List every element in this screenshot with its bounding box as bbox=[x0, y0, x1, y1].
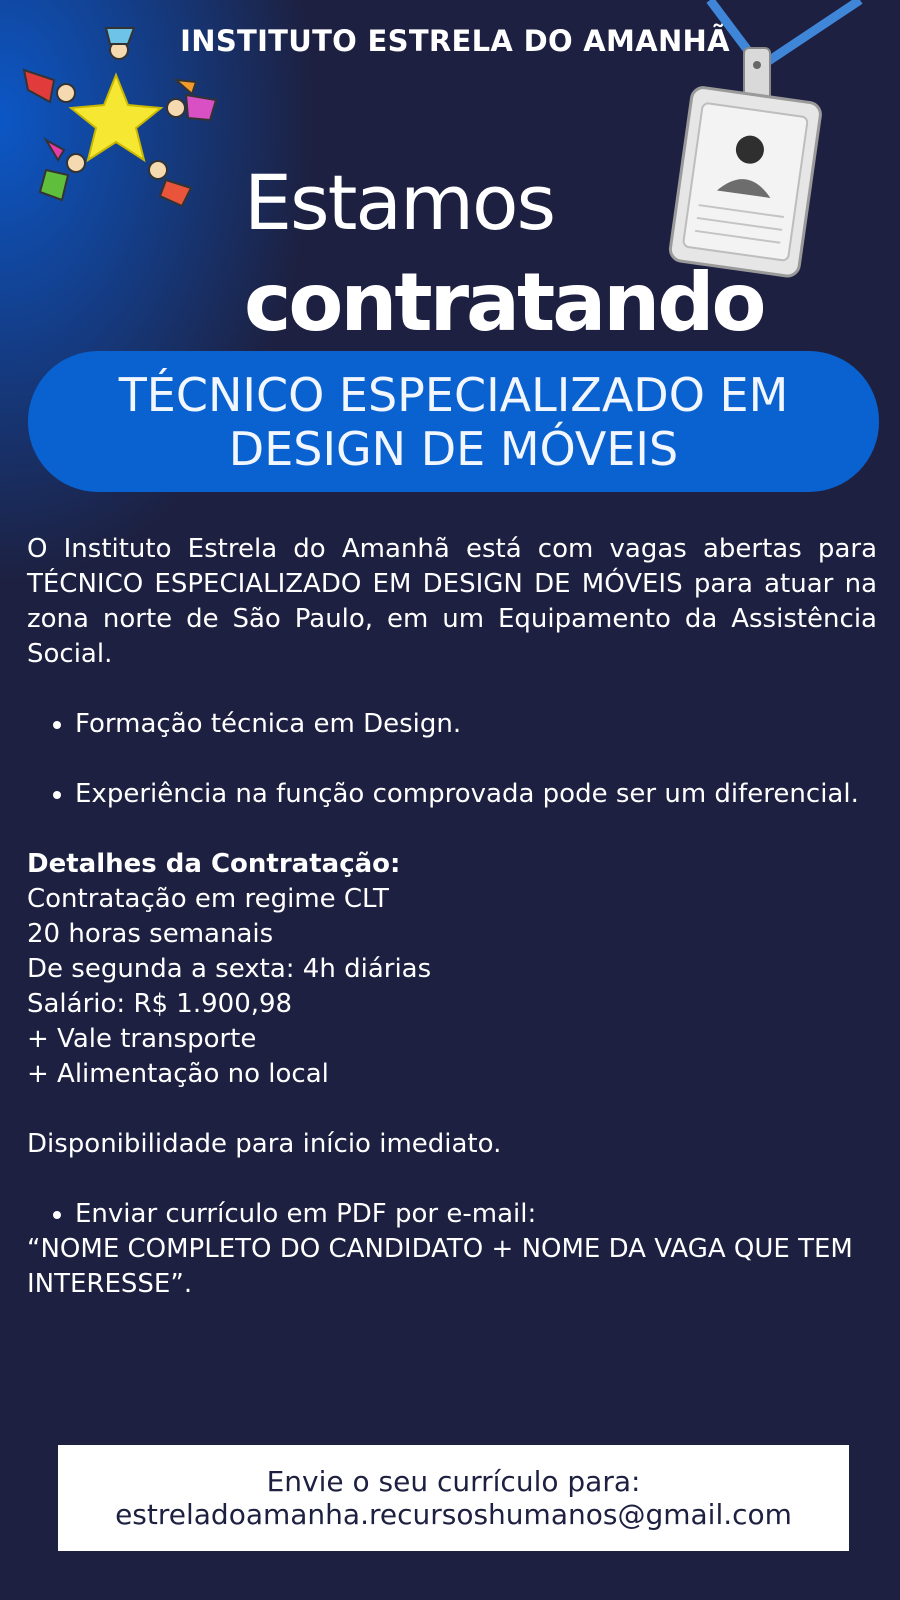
requirements-list-2 bbox=[27, 777, 877, 812]
job-description bbox=[27, 532, 877, 1302]
id-badge-icon bbox=[660, 0, 900, 290]
detail-line: De segunda a sexta: 4h diárias bbox=[27, 954, 432, 984]
org-name: INSTITUTO ESTRELA DO AMANHÃ bbox=[180, 24, 730, 58]
job-title-line1: TÉCNICO ESPECIALIZADO EM bbox=[118, 367, 789, 422]
headline-line1: Estamos bbox=[244, 158, 555, 247]
contact-email-link[interactable]: estreladoamanha.recursoshumanos@gmail.com bbox=[115, 1498, 792, 1531]
detail-line: Contratação em regime CLT bbox=[27, 884, 389, 914]
availability-text: Disponibilidade para início imediato. bbox=[27, 1129, 502, 1159]
cta-box bbox=[58, 1445, 849, 1551]
intro-paragraph: O Instituto Estrela do Amanhã está com vagas abertas para TÉCNICO ESPECIALIZADO EM DESIGN DE MÓVEIS para atuar na zona norte de São Paulo, em um Equipamento da Assistência Social. bbox=[27, 534, 877, 669]
list-item: • Formação técnica em Design. bbox=[75, 707, 877, 742]
apply-list bbox=[27, 1197, 877, 1232]
detail-line: 20 horas semanais bbox=[27, 919, 274, 949]
detail-line: Salário: R$ 1.900,98 bbox=[27, 989, 293, 1019]
cta-label: Envie o seu currículo para: bbox=[266, 1465, 641, 1498]
job-title-banner bbox=[28, 351, 879, 492]
detail-line: + Vale transporte bbox=[27, 1024, 257, 1054]
detail-line: + Alimentação no local bbox=[27, 1059, 329, 1089]
list-item: • Experiência na função comprovada pode ser um diferencial. bbox=[75, 777, 877, 812]
requirements-list bbox=[27, 707, 877, 742]
job-title bbox=[119, 368, 789, 476]
job-title-line2: DESIGN DE MÓVEIS bbox=[228, 421, 679, 476]
list-item: • Enviar currículo em PDF por e-mail: bbox=[75, 1197, 877, 1232]
headline-line2: contratando bbox=[244, 256, 764, 349]
email-subject-format: “NOME COMPLETO DO CANDIDATO + NOME DA VAGA QUE TEM INTERESSE”. bbox=[27, 1234, 853, 1299]
details-heading: Detalhes da Contratação: bbox=[27, 849, 401, 879]
